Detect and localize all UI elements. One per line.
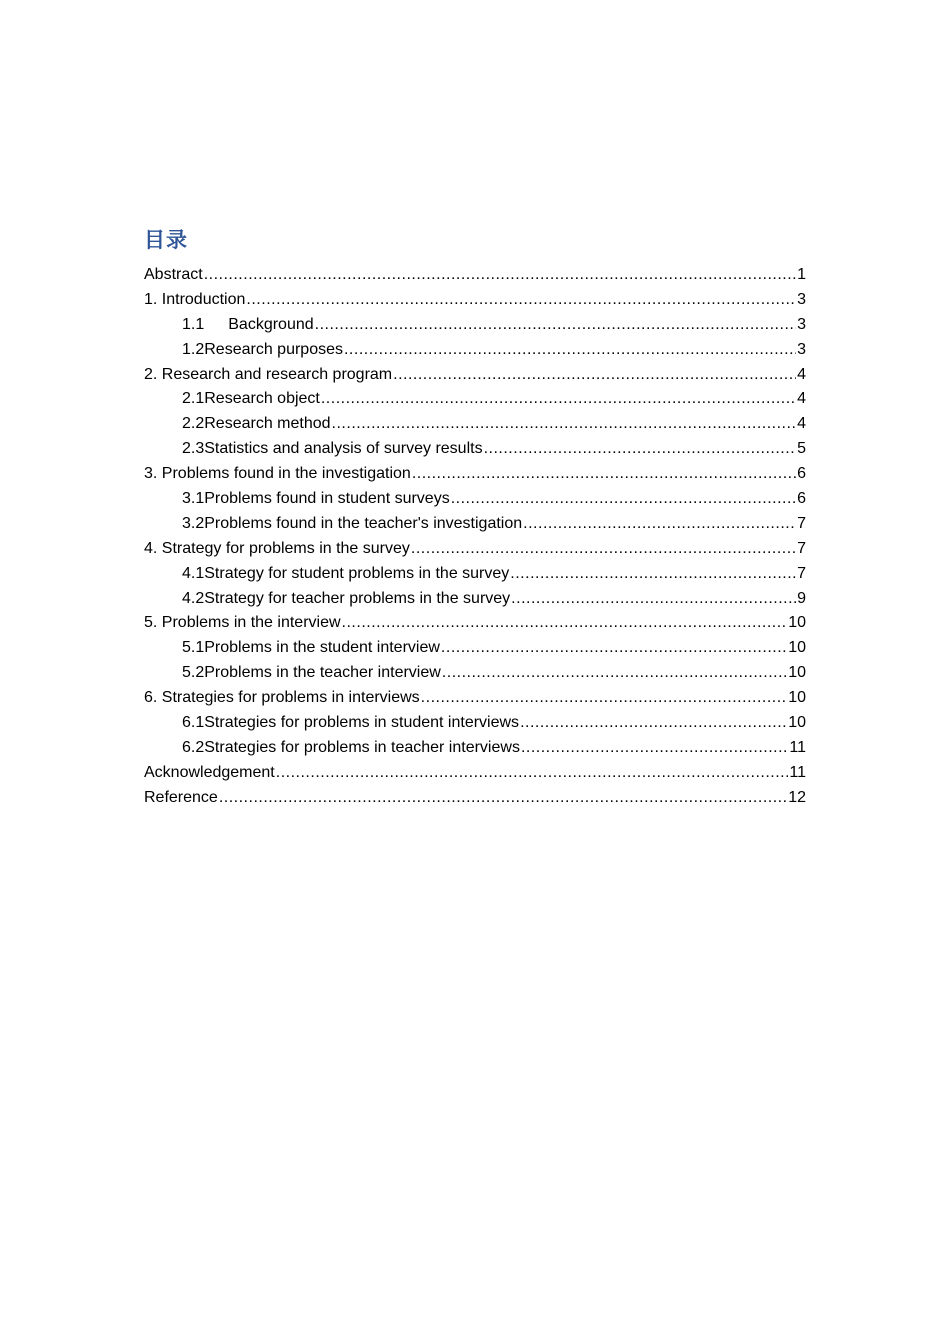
toc-page-number: 12 [788, 788, 806, 806]
toc-entry-label: 3.1Problems found in student surveys [182, 490, 450, 508]
toc-dot-leader [393, 363, 796, 388]
toc-entry-label: Reference [144, 788, 218, 806]
toc-dot-leader [520, 711, 787, 736]
toc-entry-label: 5.1Problems in the student interview [182, 639, 440, 657]
toc-entry[interactable] [144, 363, 806, 388]
toc-dot-leader [523, 512, 796, 537]
toc-entry[interactable] [144, 661, 806, 686]
toc-entry-label: Acknowledgement [144, 763, 275, 781]
toc-page-number: 7 [797, 539, 806, 557]
toc-entry-label: 6.1Strategies for problems in student interviews [182, 714, 520, 732]
toc-dot-leader [342, 611, 788, 636]
toc-dot-leader [344, 338, 796, 363]
toc-dot-leader [219, 786, 787, 811]
toc-page-number: 4 [797, 390, 806, 408]
toc-page-number: 10 [788, 689, 806, 707]
toc-entry-label: 2.2Research method [182, 415, 331, 433]
toc-page-number: 10 [788, 664, 806, 682]
toc-dot-leader [411, 537, 796, 562]
table-of-contents [144, 224, 806, 811]
toc-page-number: 10 [788, 714, 806, 732]
toc-page-number: 3 [797, 290, 806, 308]
toc-entry-label [182, 313, 314, 338]
toc-dot-leader [441, 636, 787, 661]
toc-dot-leader [332, 412, 797, 437]
toc-entry[interactable] [144, 512, 806, 537]
toc-page-number: 9 [797, 589, 806, 607]
toc-dot-leader [521, 736, 788, 761]
toc-page-number: 6 [797, 490, 806, 508]
toc-dot-leader [484, 437, 797, 462]
toc-entry-label: 2. Research and research program [144, 365, 393, 383]
toc-entry-label: 6.2Strategies for problems in teacher interviews [182, 738, 520, 756]
toc-dot-leader [451, 487, 796, 512]
toc-entry-label: 1.2Research purposes [182, 340, 343, 358]
toc-entry[interactable] [144, 711, 806, 736]
toc-page-number: 11 [789, 763, 806, 781]
toc-entry[interactable] [144, 587, 806, 612]
toc-entry-label: 5. Problems in the interview [144, 614, 341, 632]
toc-list [144, 263, 806, 811]
toc-entry-label: 4.2Strategy for teacher problems in the survey [182, 589, 511, 607]
toc-entry[interactable] [144, 437, 806, 462]
toc-page-number: 11 [789, 738, 806, 756]
toc-title: 目录 [144, 228, 188, 252]
toc-entry-label: 5.2Problems in the teacher interview [182, 664, 441, 682]
toc-entry[interactable] [144, 387, 806, 412]
toc-dot-leader [442, 661, 787, 686]
toc-entry-label: 4.1Strategy for student problems in the survey [182, 564, 510, 582]
toc-entry-label: 2.1Research object [182, 390, 320, 408]
toc-page-number: 5 [797, 440, 806, 458]
toc-entry[interactable] [144, 288, 806, 313]
toc-entry[interactable] [144, 487, 806, 512]
toc-entry[interactable] [144, 537, 806, 562]
toc-dot-leader [412, 462, 796, 487]
toc-dot-leader [246, 288, 796, 313]
toc-dot-leader [421, 686, 788, 711]
toc-entry-number: 1.1 [182, 315, 205, 333]
toc-dot-leader [204, 263, 796, 288]
toc-entry[interactable] [144, 761, 806, 786]
toc-dot-leader [510, 562, 796, 587]
toc-entry-label: 3.2Problems found in the teacher's investigation [182, 514, 523, 532]
toc-entry-text: Background [228, 315, 314, 333]
toc-page-number: 7 [797, 514, 806, 532]
toc-entry[interactable] [144, 412, 806, 437]
toc-entry[interactable] [144, 786, 806, 811]
toc-dot-leader [315, 313, 796, 338]
toc-entry-label: 2.3Statistics and analysis of survey results [182, 440, 483, 458]
toc-entry-label: 3. Problems found in the investigation [144, 465, 411, 483]
toc-entry[interactable] [144, 686, 806, 711]
toc-page-number: 10 [788, 639, 806, 657]
toc-page-number: 3 [797, 340, 806, 358]
toc-page-number: 7 [797, 564, 806, 582]
toc-entry[interactable] [144, 313, 806, 338]
toc-entry[interactable] [144, 338, 806, 363]
toc-page-number: 4 [797, 415, 806, 433]
toc-page-number: 3 [797, 315, 806, 333]
toc-entry-label: 4. Strategy for problems in the survey [144, 539, 410, 557]
toc-page-number: 6 [797, 465, 806, 483]
toc-entry-label: 6. Strategies for problems in interviews [144, 689, 420, 707]
toc-entry-label: Abstract [144, 266, 203, 283]
toc-entry[interactable] [144, 263, 806, 288]
toc-entry-label: 1. Introduction [144, 290, 246, 308]
toc-page-number: 1 [797, 266, 806, 283]
toc-dot-leader [511, 587, 796, 612]
toc-entry[interactable] [144, 736, 806, 761]
toc-page-number: 10 [788, 614, 806, 632]
toc-entry[interactable] [144, 636, 806, 661]
toc-entry[interactable] [144, 562, 806, 587]
toc-entry[interactable] [144, 611, 806, 636]
toc-dot-leader [276, 761, 789, 786]
toc-entry[interactable] [144, 462, 806, 487]
toc-dot-leader [321, 387, 796, 412]
toc-page-number: 4 [797, 365, 806, 383]
